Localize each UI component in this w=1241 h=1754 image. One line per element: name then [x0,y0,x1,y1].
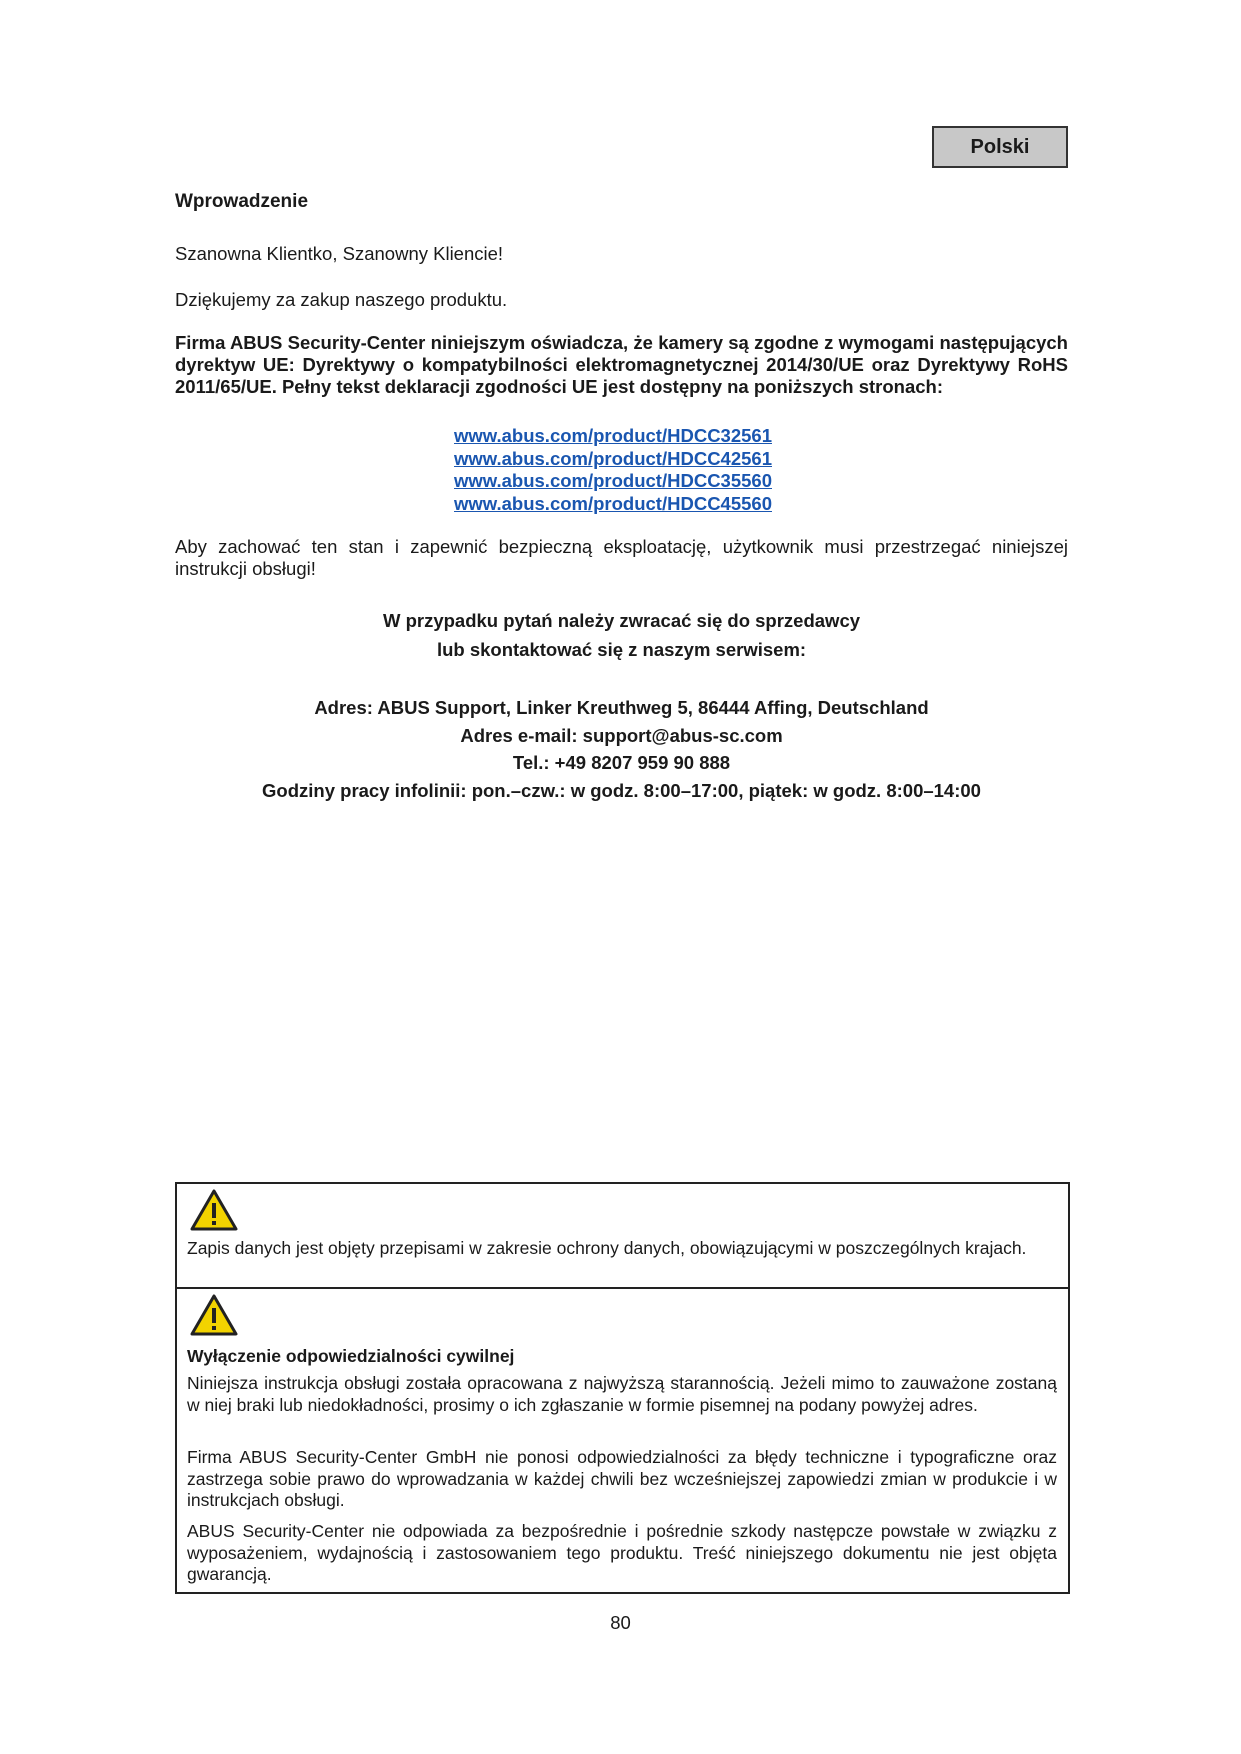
disclaimer-notice [175,1287,1070,1594]
declaration-text: Firma ABUS Security-Center niniejszym oświadcza, że kamery są zgodne z wymogami następujących dyrektyw UE: Dyrektywy o kompatybilności elektromagnetycznej 2014/30/UE oraz Dyrektywy RoHS 2011/65/UE. Pełny tekst deklaracji zgodności UE jest dostępny na poniższych stronach: [175,332,1068,397]
disclaimer-paragraph-2: Firma ABUS Security-Center GmbH nie ponosi odpowiedzialności za błędy techniczne i typograficzne oraz zastrzega sobie prawo do wprowadzania w każdej chwili bez wcześniejszej zapowiedzi zmian w produkcie i w instrukcjach obsługi. [187,1447,1057,1510]
intro-heading: Wprowadzenie [175,191,309,212]
product-link[interactable]: www.abus.com/product/HDCC32561 [454,425,772,446]
language-label: Polski [932,126,1068,168]
instruction-text: Aby zachować ten stan i zapewnić bezpieczną eksploatację, użytkownik musi przestrzegać niniejszej instrukcji obsługi! [175,536,1068,579]
data-protection-notice [175,1182,1070,1288]
warning-icon [189,1188,239,1232]
contact-line-2: lub skontaktować się z naszym serwisem: [436,639,807,660]
data-protection-text: Zapis danych jest objęty przepisami w zakresie ochrony danych, obowiązującymi w poszczególnych krajach. [187,1238,1027,1258]
contact-hours: Godziny pracy infolinii: pon.–czw.: w godz. 8:00–17:00, piątek: w godz. 8:00–14:00 [262,780,981,801]
product-link[interactable]: www.abus.com/product/HDCC42561 [454,447,772,469]
disclaimer-paragraph-1: Niniejsza instrukcja obsługi została opracowana z najwyższą starannością. Jeżeli mimo to zauważone zostaną w niej braki lub niedokładności, prosimy o ich zgłaszanie w formie pisemnej na podany powyżej adres. [187,1373,1057,1415]
declaration-links [454,425,772,515]
page-number: 80 [610,1612,631,1633]
product-link[interactable]: www.abus.com/product/HDCC45560 [454,492,772,514]
contact-phone: Tel.: +49 8207 959 90 888 [512,752,731,773]
contact-email: Adres e-mail: support@abus-sc.com [460,725,783,746]
contact-address: Adres: ABUS Support, Linker Kreuthweg 5, 86444 Affing, Deutschland [314,697,929,718]
disclaimer-paragraph-3: ABUS Security-Center nie odpowiada za bezpośrednie i pośrednie szkody następcze powstałe w związku z wyposażeniem, wydajnością i zastosowaniem tego produktu. Treść niniejszego dokumentu nie jest objęta gwarancją. [187,1521,1057,1584]
warning-icon [189,1293,239,1337]
product-link[interactable]: www.abus.com/product/HDCC35560 [454,470,772,491]
thanks-text: Dziękujemy za zakup naszego produktu. [175,289,508,310]
contact-line-1: W przypadku pytań należy zwracać się do sprzedawcy [382,610,861,631]
disclaimer-heading: Wyłączenie odpowiedzialności cywilnej [187,1346,515,1366]
salutation: Szanowna Klientko, Szanowny Kliencie! [175,243,504,264]
